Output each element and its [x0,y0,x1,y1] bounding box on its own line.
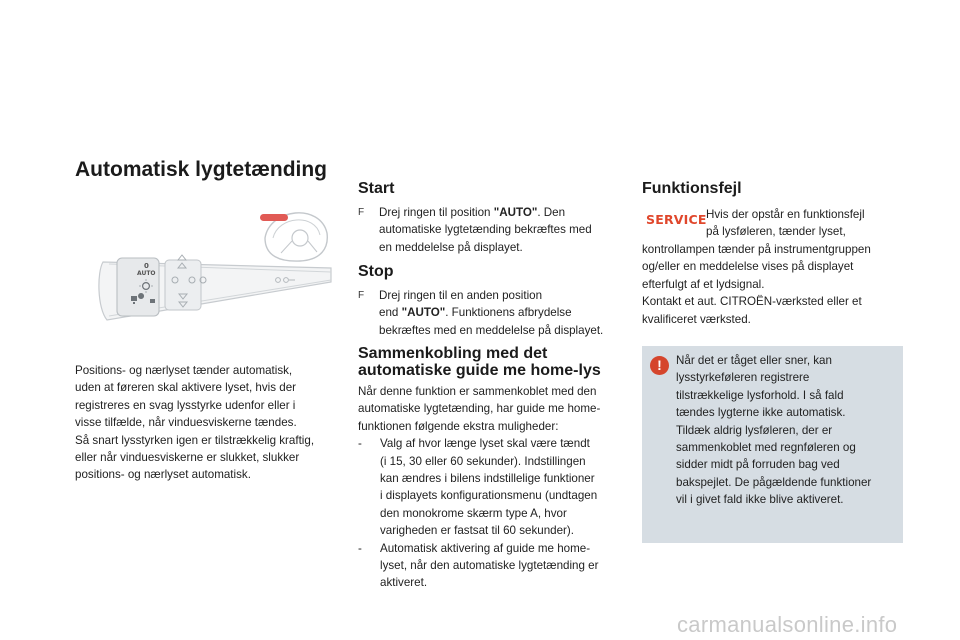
start-line: en meddelelse på displayet. [379,240,523,254]
intro-line: registreres en svag lysstyrke udenfor eller i [75,398,296,412]
pairing-item-line: den monokrome skærm type A, hvor [380,506,567,520]
page-title: Automatisk lygtetænding [75,158,328,181]
warning-line: tilstrækkelige lysforhold. I så fald [676,388,844,402]
fault-line: kontrollampen tænder på instrumentgruppen [642,243,871,256]
start-text: Drej ringen til position [379,206,494,219]
pairing-intro-line: Når denne funktion er sammenkoblet med den [358,385,597,398]
auto-label: "AUTO" [401,306,446,320]
start-instructions [358,204,623,256]
bullet-icon: F [358,207,365,218]
fault-text-beside-icon [706,206,906,241]
pairing-intro-line: funktionen følgende ekstra muligheder: [358,419,559,433]
warning-line: lysstyrkeføleren registrere [676,371,810,385]
intro-line: Positions- og nærlyset tænder automatisk, [75,364,293,377]
pairing-item-line: aktiveret. [380,576,428,590]
stalk-diagram [95,198,335,338]
pairing-item-line: Automatisk aktivering af guide me home- [380,541,591,555]
pairing-item-line: varigheden er fastsat til 60 sekunder). [380,524,574,538]
start-line [379,204,623,221]
stop-line [379,304,623,321]
warning-line: Tildæk aldrig lysføleren, der er [676,423,833,437]
pairing-item-line: lyset, når den automatiske lygtetænding er [380,559,599,573]
dash-bullet: - [358,541,362,555]
fault-line: efterfulgt af et lydsignal. [642,277,765,291]
intro-line: uden at føreren skal aktivere lyset, hvis der [75,381,297,395]
service-label: SERVICE [646,212,707,227]
intro-line: visse tilfælde, når vinduesviskerne tændes. [75,416,297,430]
start-text: . Den [537,206,566,219]
fault-text [642,241,907,328]
switch-label-zero: 0 [144,262,149,270]
pairing-item-line: (i 15, 30 eller 60 sekunder). Indstillingen [380,454,586,468]
pairing-item [358,435,626,539]
warning-icon: ! [650,356,669,375]
light-switch-illustration [95,198,335,338]
stop-heading: Stop [358,263,394,280]
pairing-body [358,383,626,592]
switch-label-auto: AUTO [137,270,156,277]
warning-line: vil i givet fald ikke blive aktiveret. [676,493,844,507]
warning-line: sidder midt på forruden bag ved [676,458,840,472]
watermark: carmanualsonline.info [677,612,898,637]
highlighted-stalk-icon [260,214,288,221]
start-heading: Start [358,180,395,197]
fault-line: Hvis der opstår en funktionsfejl [706,208,865,221]
intro-line: Så snart lysstyrken igen er tilstrækkelig kraftig, [75,433,315,447]
start-line: automatiske lygtetænding bekræftes med [379,223,592,237]
intro-line: positions- og nærlyset automatisk. [75,468,251,482]
stop-line: Drej ringen til en anden position [379,289,543,302]
intro-paragraph [75,362,345,484]
pairing-item [358,540,626,592]
intro-line: eller når vinduesviskerne er slukket, slukker [75,451,300,465]
warning-line: Når det er tåget eller sner, kan [676,354,832,367]
pairing-intro-line: automatiske lygtetænding, har guide me home- [358,402,601,416]
pairing-item-line: Valg af hvor længe lyset skal være tændt [380,437,590,451]
warning-line: tændes lygterne ikke automatisk. [676,406,846,420]
fault-line: på lysføleren, tænder lyset, [706,225,846,239]
fault-heading: Funktionsfejl [642,180,742,197]
service-warning-icon [646,211,707,229]
bullet-icon: F [358,290,365,301]
pairing-heading-line: Sammenkobling med det [358,345,548,362]
dash-bullet: - [358,437,362,451]
pairing-item-line: i displayets konfigurationsmenu (undtagen [380,489,598,503]
fault-line: Kontakt et aut. CITROËN-værksted eller et [642,295,862,309]
fault-line: kvalificeret værksted. [642,312,751,326]
warning-box [642,346,903,543]
stop-line: bekræftes med en meddelelse på displayet. [379,323,604,337]
stop-text: end [379,306,402,320]
warning-line: bakspejlet. De pågældende funktioner [676,475,872,489]
fault-line: og/eller en meddelelse vises på displayet [642,260,854,274]
pairing-heading [358,345,601,379]
pairing-heading-line: automatiske guide me home-lys [358,362,601,379]
pairing-item-line: kan ændres i bilens indstillelige funktioner [380,472,595,486]
warning-line: sammenkoblet med regnføleren og [676,441,856,455]
stop-instructions [358,287,623,339]
warning-text [676,352,898,509]
auto-label: "AUTO" [493,206,538,219]
stop-text: . Funktionens afbrydelse [445,306,572,320]
